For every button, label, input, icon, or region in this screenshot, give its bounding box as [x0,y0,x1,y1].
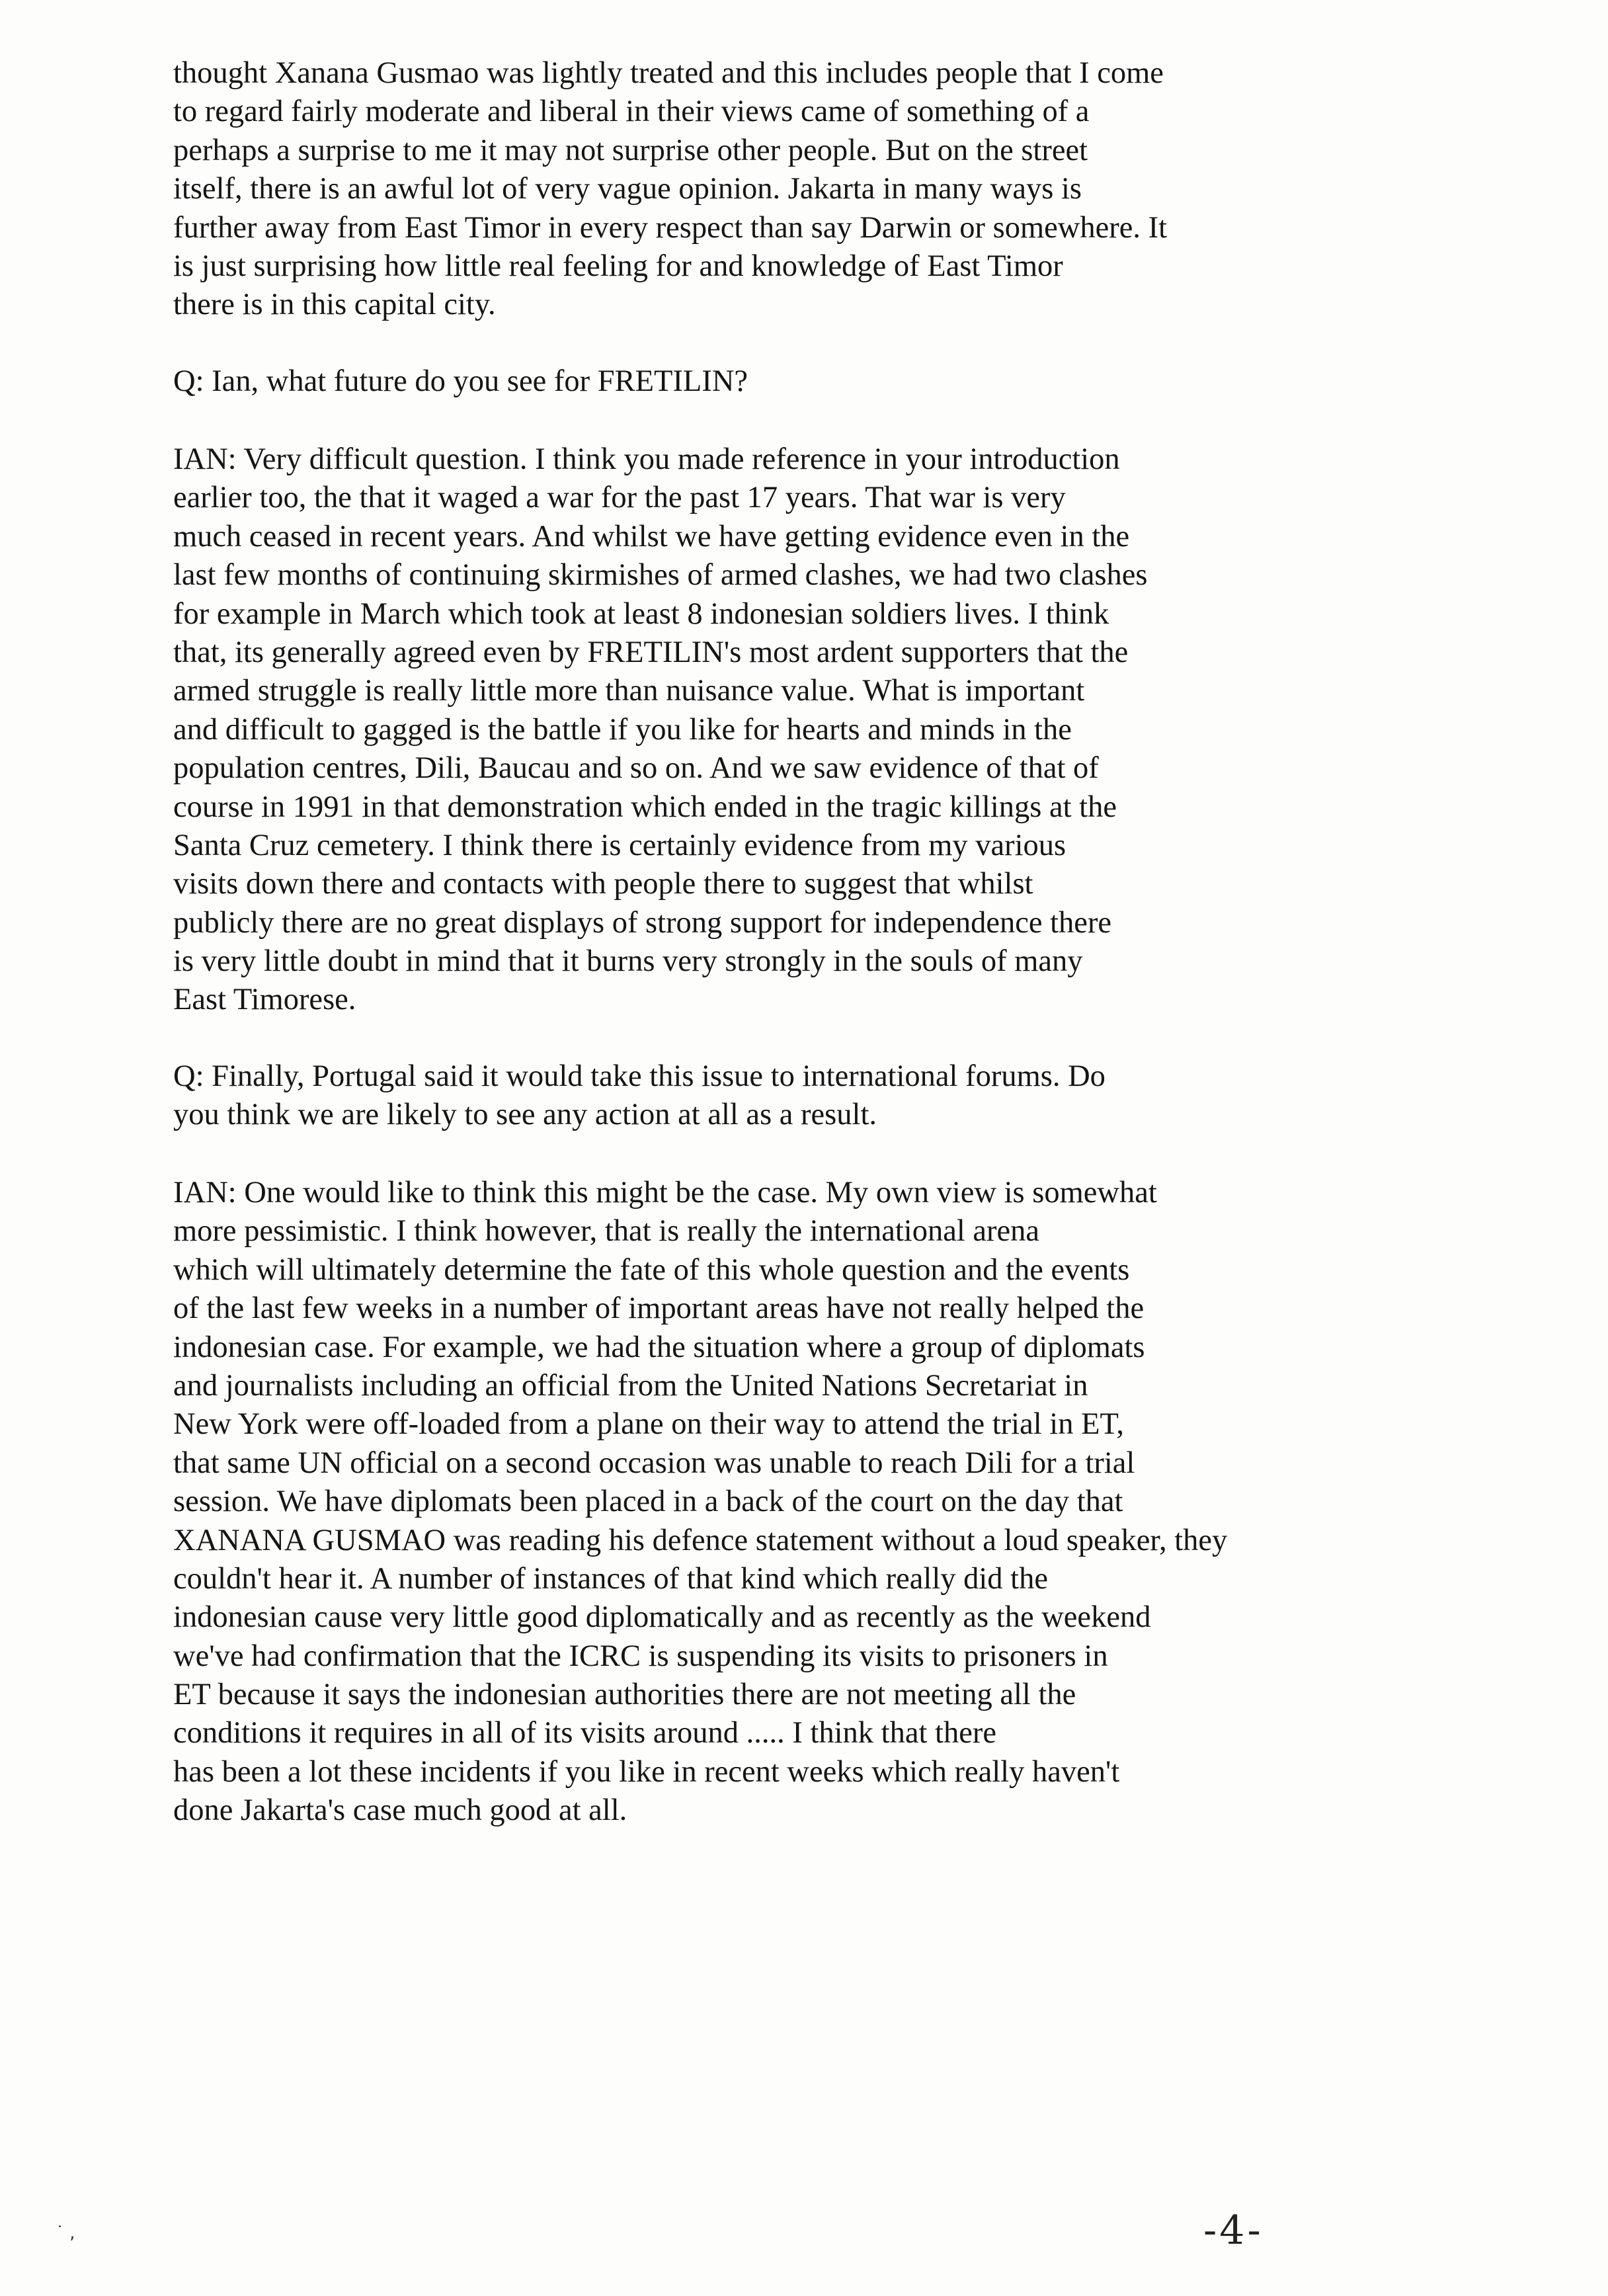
text-line: Q: Ian, what future do you see for FRETILIN? [173,364,748,398]
text-line: visits down there and contacts with people there to suggest that whilst [173,867,1033,901]
text-line: for example in March which took at least 8 indonesian soldiers lives. I think [173,596,1109,631]
text-line: thought Xanana Gusmao was lightly treated and this includes people that I come [173,56,1164,90]
text-line: further away from East Timor in every respect than say Darwin or somewhere. It [173,210,1168,245]
text-line: earlier too, the that it waged a war for the past 17 years. That war is very [173,481,1066,515]
answer-fretilin [173,440,1377,1020]
text-line: indonesian cause very little good diplomatically and as recently as the weekend [173,1600,1151,1635]
text-line: IAN: One would like to think this might be the case. My own view is somewhat [173,1176,1157,1210]
text-line: is just surprising how little real feeling for and knowledge of East Timor [173,249,1063,283]
text-line: ET because it says the indonesian authorities there are not meeting all the [173,1678,1076,1712]
text-line: itself, there is an awful lot of very vague opinion. Jakarta in many ways is [173,172,1082,206]
text-line: session. We have diplomats been placed in a back of the court on the day that [173,1485,1123,1519]
text-line: to regard fairly moderate and liberal in their views came of something of a [173,95,1090,129]
text-line: much ceased in recent years. And whilst we have getting evidence even in the [173,519,1130,554]
text-line: East Timorese. [173,983,356,1017]
text-line: perhaps a surprise to me it may not surprise other people. But on the street [173,133,1088,167]
text-line: indonesian case. For example, we had the situation where a group of diplomats [173,1330,1145,1364]
text-line: course in 1991 in that demonstration which ended in the tragic killings at the [173,790,1117,824]
paragraph-continuation [173,54,1377,325]
text-line: population centres, Dili, Baucau and so on. And we saw evidence of that of [173,751,1099,786]
text-line: Santa Cruz cemetery. I think there is certainly evidence from my various [173,828,1066,862]
text-line: and difficult to gagged is the battle if you like for hearts and minds in the [173,712,1072,747]
text-line: publicly there are no great displays of strong support for independence there [173,905,1112,940]
text-line: armed struggle is really little more than nuisance value. What is important [173,674,1085,708]
text-line: XANANA GUSMAO was reading his defence statement without a loud speaker, they [173,1523,1228,1557]
text-line: more pessimistic. I think however, that is really the international arena [173,1214,1040,1249]
corner-mark: ˙ , [56,2223,75,2243]
question-portugal [173,1057,1377,1135]
handwritten-page-number: -4- [1203,2207,1264,2254]
text-line: and journalists including an official from the United Nations Secretariat in [173,1368,1088,1403]
text-line: we've had confirmation that the ICRC is suspending its visits to prisoners in [173,1639,1108,1673]
text-line: last few months of continuing skirmishes of armed clashes, we had two clashes [173,558,1148,593]
text-line: that, its generally agreed even by FRETILIN's most ardent supporters that the [173,635,1129,669]
text-line: you think we are likely to see any action at all as a result. [173,1098,877,1132]
text-line: conditions it requires in all of its visits around ..... I think that there [173,1716,996,1750]
text-line: that same UN official on a second occasion was unable to reach Dili for a trial [173,1446,1135,1480]
text-line: IAN: Very difficult question. I think you made reference in your introduction [173,442,1120,476]
question-fretilin [173,362,1377,401]
text-line: New York were off-loaded from a plane on their way to attend the trial in ET, [173,1407,1125,1442]
text-line: of the last few weeks in a number of important areas have not really helped the [173,1292,1145,1326]
text-line: has been a lot these incidents if you like in recent weeks which really haven't [173,1754,1120,1789]
answer-portugal [173,1174,1377,1830]
text-line: which will ultimately determine the fate of this whole question and the events [173,1252,1130,1287]
text-line: Q: Finally, Portugal said it would take this issue to international forums. Do [173,1059,1106,1093]
text-line: is very little doubt in mind that it burns very strongly in the souls of many [173,944,1083,979]
text-line: there is in this capital city. [173,288,496,322]
text-line: done Jakarta's case much good at all. [173,1793,627,1828]
text-line: couldn't hear it. A number of instances of that kind which really did the [173,1561,1048,1596]
